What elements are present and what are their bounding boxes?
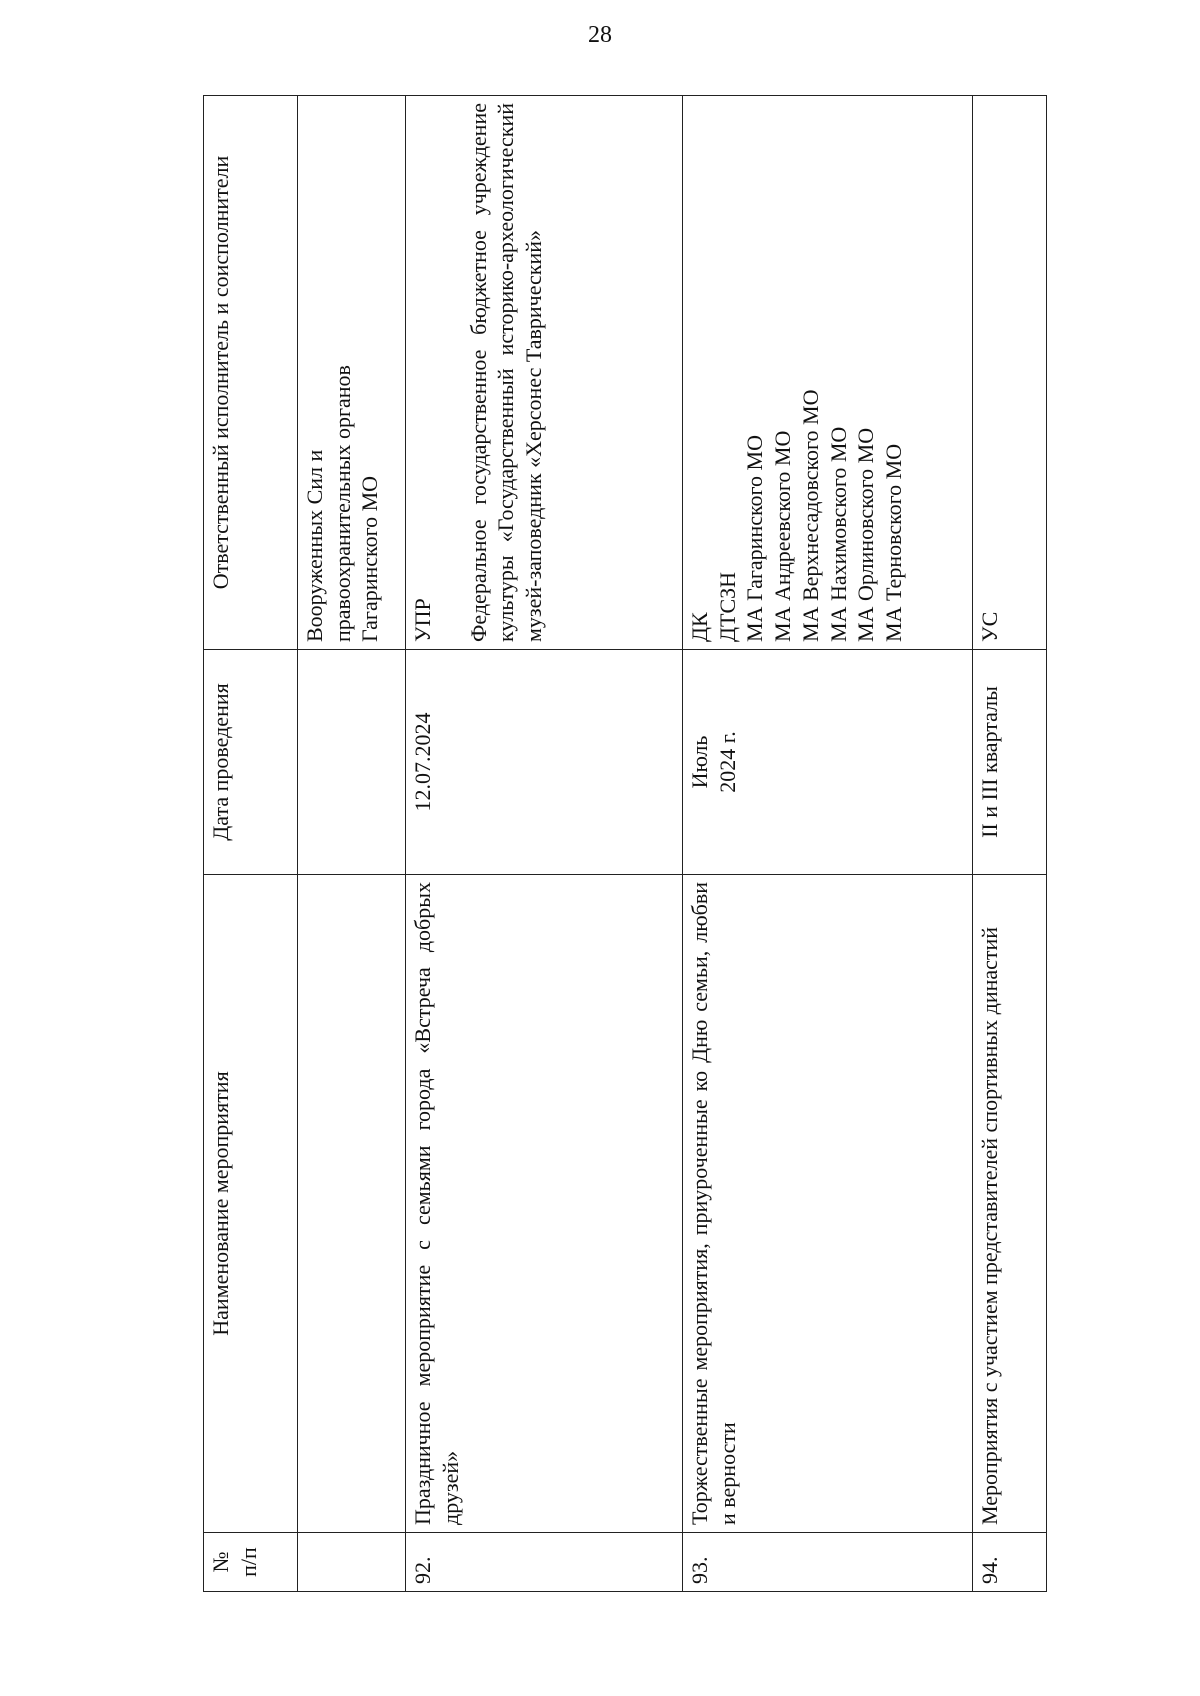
executor-line: Гагаринского МО bbox=[357, 475, 383, 642]
cell-executor bbox=[683, 96, 973, 650]
table-row-94 bbox=[973, 96, 1047, 1592]
events-table bbox=[203, 95, 1047, 1592]
cell-date: 12.07.2024 bbox=[406, 650, 683, 875]
cell-name: Праздничное мероприятие с семьями города «Встреча добрых друзей» bbox=[406, 875, 683, 1533]
date-line: 2024 г. bbox=[714, 731, 740, 793]
executor-line: МА Верхнесадовского МО bbox=[797, 389, 823, 642]
cell-num: 92. bbox=[406, 1533, 683, 1592]
header-executor: Ответственный исполнитель и соисполнители bbox=[204, 96, 298, 650]
cell-name: Торжественные мероприятия, приуроченные ко Дню семьи, любви и верности bbox=[683, 875, 973, 1533]
header-num: № п/п bbox=[204, 1533, 298, 1592]
executor-line: МА Нахимовского МО bbox=[825, 426, 851, 642]
cell-executor bbox=[406, 96, 683, 650]
executor-line: МА Орлиновского МО bbox=[853, 427, 879, 642]
page-number: 28 bbox=[588, 22, 612, 48]
header-name: Наименование мероприятия bbox=[204, 875, 298, 1533]
cell-executor bbox=[298, 96, 406, 650]
executor-line: МА Терновского МО bbox=[881, 443, 907, 642]
executor-line: МА Андреевского МО bbox=[770, 430, 796, 642]
table-row-92 bbox=[406, 96, 683, 1592]
header-date: Дата проведения bbox=[204, 650, 298, 875]
executor-line: УС bbox=[977, 611, 1002, 642]
executor-line: МА Гагаринского МО bbox=[742, 435, 768, 642]
table-header-row bbox=[204, 96, 298, 1592]
executor-line: Вооруженных Сил и bbox=[302, 449, 327, 642]
cell-date bbox=[683, 650, 973, 875]
executor-line: ДТСЗН bbox=[714, 571, 740, 642]
cell-num: 94. bbox=[973, 1533, 1047, 1592]
executor-line: УПР bbox=[410, 598, 435, 642]
cell-executor bbox=[973, 96, 1047, 650]
cell-num bbox=[298, 1533, 406, 1592]
cell-date bbox=[298, 650, 406, 875]
executor-line: ДК bbox=[687, 612, 712, 642]
table-row-93 bbox=[683, 96, 973, 1592]
cell-name bbox=[298, 875, 406, 1533]
events-table-frame bbox=[203, 96, 1046, 1592]
table-row-continued bbox=[298, 96, 406, 1592]
date-line: Июль bbox=[687, 735, 712, 789]
executor-extra: Федеральное государственное бюджетное учреждение культуры «Государственный историко-археологический музей-заповедник «Херсонес Таврический» bbox=[465, 103, 547, 642]
cell-name: Мероприятия с участием представителей спортивных династий bbox=[973, 875, 1047, 1533]
executor-line: правоохранительных органов bbox=[329, 365, 355, 642]
cell-date: II и III кварталы bbox=[973, 650, 1047, 875]
cell-num: 93. bbox=[683, 1533, 973, 1592]
